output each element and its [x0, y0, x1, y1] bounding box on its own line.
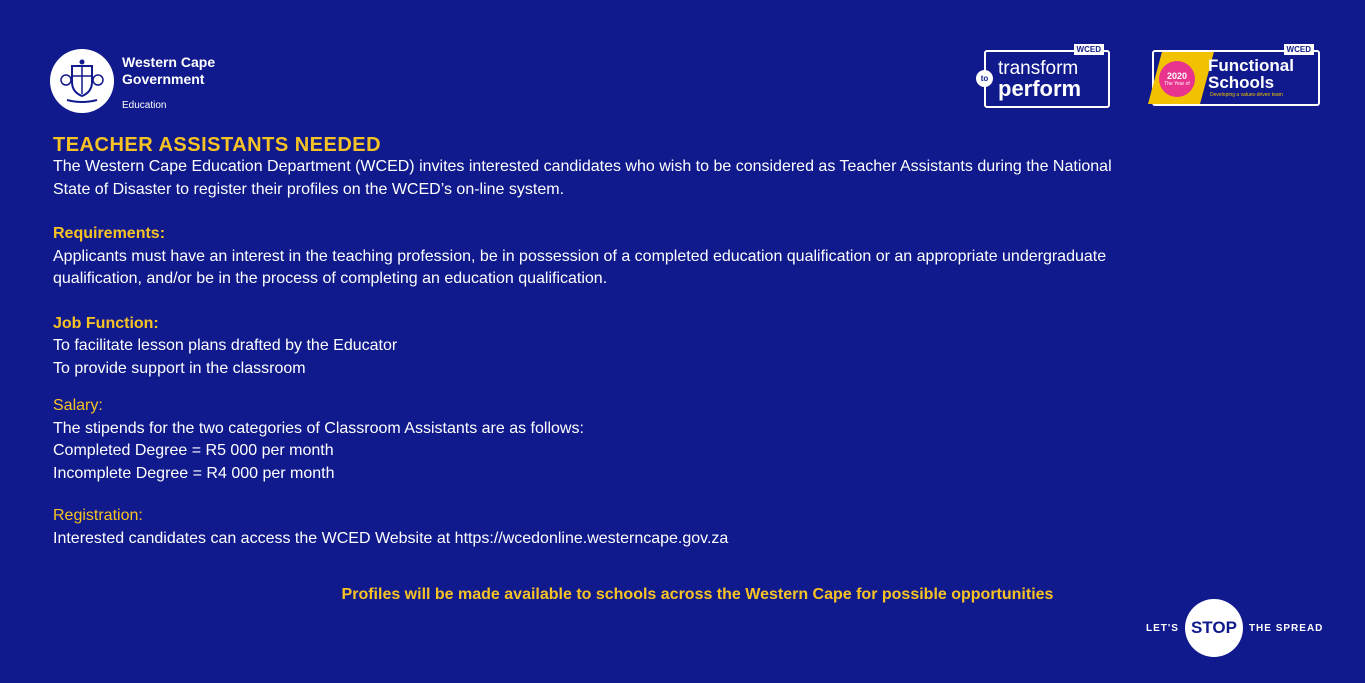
- the-spread-text: THE SPREAD: [1248, 622, 1324, 634]
- fs-subtitle: Developing a values-driven team: [1210, 92, 1283, 98]
- intro-line-2: State of Disaster to register their profiles on the WCED’s on-line system.: [53, 180, 565, 198]
- government-name: Western Cape Government: [122, 54, 216, 87]
- profiles-note: Profiles will be made available to schools across the Western Cape for possible opportunities: [341, 586, 1054, 603]
- registration-line-1: Interested candidates can access the WCED Website at https://wcedonline.westerncape.gov.za: [53, 529, 729, 547]
- functional-text: Functional: [1208, 56, 1294, 75]
- job-function-line-1: To facilitate lesson plans drafted by the Educator: [53, 337, 398, 354]
- job-function-line-2: To provide support in the classroom: [53, 359, 306, 377]
- stop-the-spread-logo: [1146, 598, 1323, 658]
- stop-circle: STOP: [1185, 599, 1243, 657]
- year-circle: [1159, 61, 1195, 97]
- requirements-line-1: Applicants must have an interest in the teaching profession, be in possession of a completed education qualification or an appropriate undergraduate: [53, 247, 1107, 265]
- requirements-heading: Requirements:: [53, 225, 166, 242]
- salary-line-1: The stipends for the two categories of Classroom Assistants are as follows:: [53, 419, 584, 437]
- job-function-heading: Job Function:: [53, 314, 159, 332]
- notice-body: [53, 134, 1283, 550]
- lets-text: LET'S: [1146, 622, 1179, 634]
- schools-text: Schools: [1208, 73, 1275, 92]
- functional-schools-logo: [1152, 45, 1320, 106]
- to-circle: to: [976, 70, 993, 87]
- requirements-line-2: qualification, and/or be in the process of completing an education qualification.: [53, 270, 608, 287]
- registration-heading: Registration:: [53, 507, 143, 524]
- salary-heading: Salary:: [53, 397, 103, 414]
- year-text: 2020: [1166, 71, 1188, 81]
- crest-icon: [50, 49, 114, 113]
- salary-line-2: Completed Degree = R5 000 per month: [53, 442, 334, 459]
- department-name: Education: [122, 100, 167, 111]
- intro-line-1: The Western Cape Education Department (WCED) invites interested candidates who wish to be considered as Teacher Assistants during the National: [53, 158, 1112, 175]
- perform-text: perform: [998, 76, 1082, 101]
- transform-text: transform: [998, 58, 1079, 79]
- headline: TEACHER ASSISTANTS NEEDED: [53, 134, 382, 156]
- transform-to-perform-logo: [980, 45, 1110, 108]
- wcg-logo: [50, 49, 252, 113]
- wced-tag-2: WCED: [1284, 44, 1314, 55]
- salary-line-3: Incomplete Degree = R4 000 per month: [53, 464, 335, 482]
- wced-tag: WCED: [1074, 44, 1104, 55]
- year-subtext: The Year of: [1164, 81, 1190, 87]
